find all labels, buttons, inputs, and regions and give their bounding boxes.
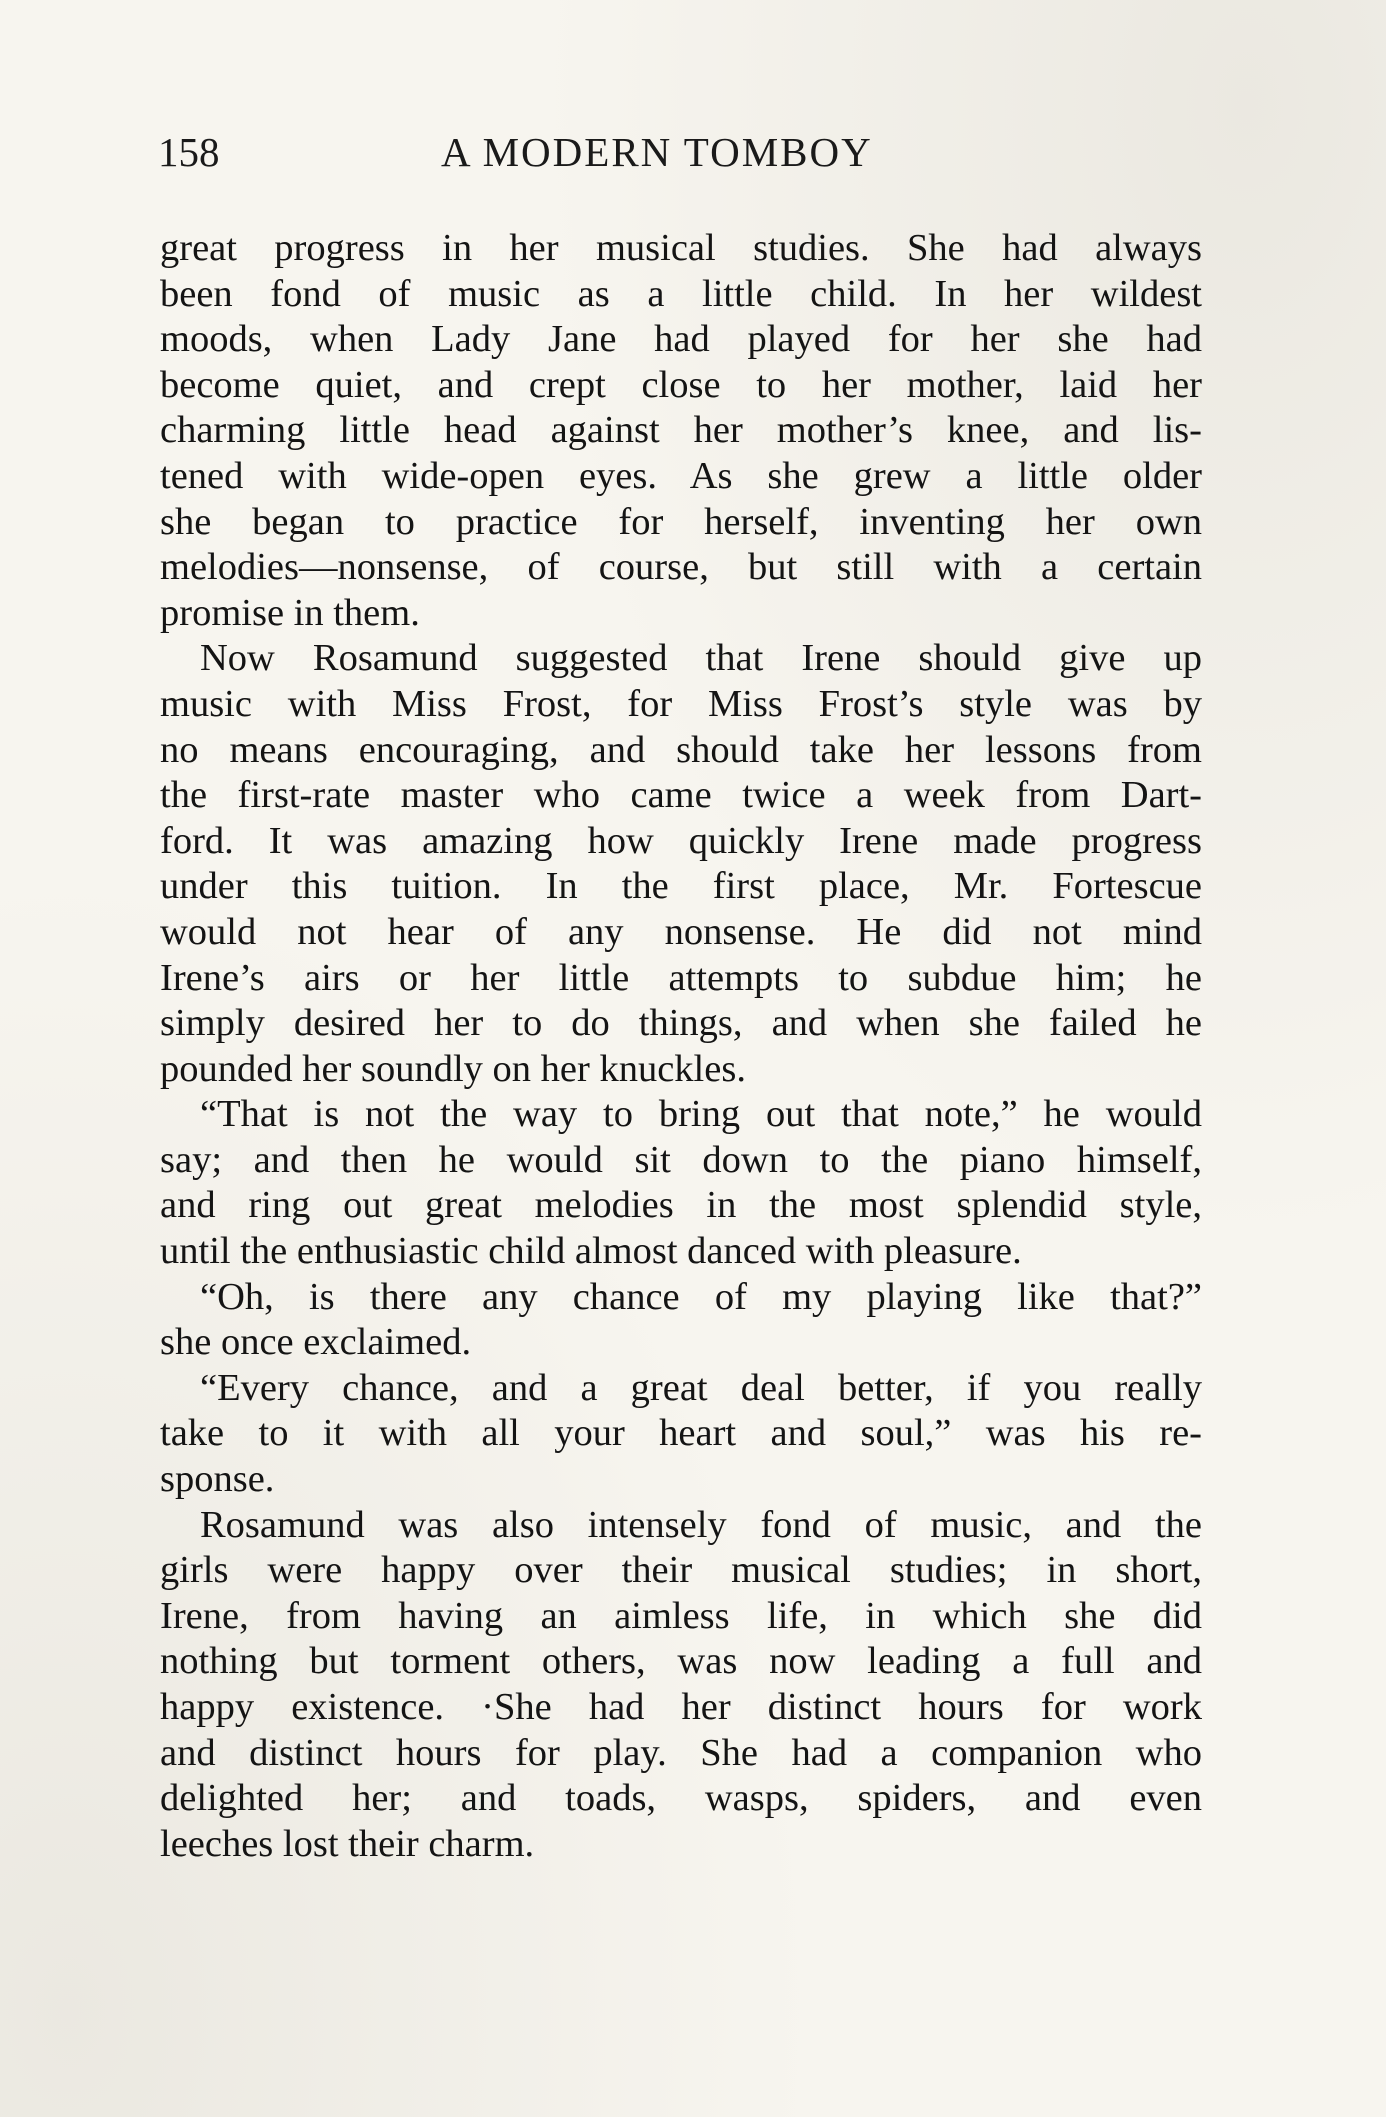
text-line: “Every chance, and a great deal better, if you really [200,1366,1202,1409]
text-line: until the enthusiastic child almost danced with pleasure. [160,1230,1022,1273]
text-line: no means encouraging, and should take her lessons from [160,728,1202,771]
text-line: great progress in her musical studies. She had always [160,227,1202,269]
text-line: the first-rate master who came twice a week from Dart- [160,774,1202,817]
running-head [158,128,1208,188]
paragraph [160,1092,1202,1274]
text-line: happy existence. ·She had her distinct hours for work [160,1686,1202,1728]
text-line: Irene, from having an aimless life, in which she did [160,1594,1202,1637]
text-line: under this tuition. In the first place, Mr. Fortescue [160,865,1202,908]
paragraph [160,1275,1202,1366]
text-line: Rosamund was also intensely fond of music, and the [200,1503,1202,1546]
text-line: girls were happy over their musical studies; in short, [160,1549,1202,1592]
text-line: and distinct hours for play. She had a companion who [160,1731,1202,1774]
paragraph [160,1503,1202,1868]
text-line: “Oh, is there any chance of my playing like that?” [200,1275,1202,1318]
text-line: charming little head against her mother’s knee, and lis- [160,409,1202,452]
text-line: take to it with all your heart and soul,” was his re- [160,1412,1202,1455]
text-line: say; and then he would sit down to the piano himself, [160,1138,1202,1181]
text-line: simply desired her to do things, and when she failed he [160,1002,1202,1045]
text-line: would not hear of any nonsense. He did not mind [160,910,1202,953]
text-line: promise in them. [160,591,420,634]
text-line: melodies—nonsense, of course, but still with a certain [160,546,1202,589]
paragraph [160,226,1202,636]
text-line: tened with wide-open eyes. As she grew a little older [160,454,1202,497]
text-line: leeches lost their charm. [160,1822,535,1865]
text-line: sponse. [160,1458,275,1501]
text-line: Irene’s airs or her little attempts to subdue him; he [160,956,1202,999]
text-line: delighted her; and toads, wasps, spiders, and even [160,1777,1202,1820]
text-line: and ring out great melodies in the most splendid style, [160,1184,1202,1227]
text-line: been fond of music as a little child. In her wildest [160,272,1202,315]
text-line: moods, when Lady Jane had played for her she had [160,318,1202,361]
body-text [160,226,1202,1867]
paragraph [160,636,1202,1092]
text-line: music with Miss Frost, for Miss Frost’s style was by [160,682,1202,725]
text-line: she once exclaimed. [160,1321,472,1364]
page-number: 158 [158,129,220,175]
paragraph [160,1366,1202,1503]
book-title: A MODERN TOMBOY [441,129,873,175]
text-line: Now Rosamund suggested that Irene should give up [200,637,1202,680]
text-line: “That is not the way to bring out that note,” he would [200,1093,1202,1136]
text-line: nothing but torment others, was now leading a full and [160,1640,1202,1683]
text-line: ford. It was amazing how quickly Irene made progress [160,819,1202,862]
text-line: pounded her soundly on her knuckles. [160,1047,746,1090]
text-line: become quiet, and crept close to her mother, laid her [160,363,1202,406]
text-line: she began to practice for herself, inventing her own [160,500,1202,543]
